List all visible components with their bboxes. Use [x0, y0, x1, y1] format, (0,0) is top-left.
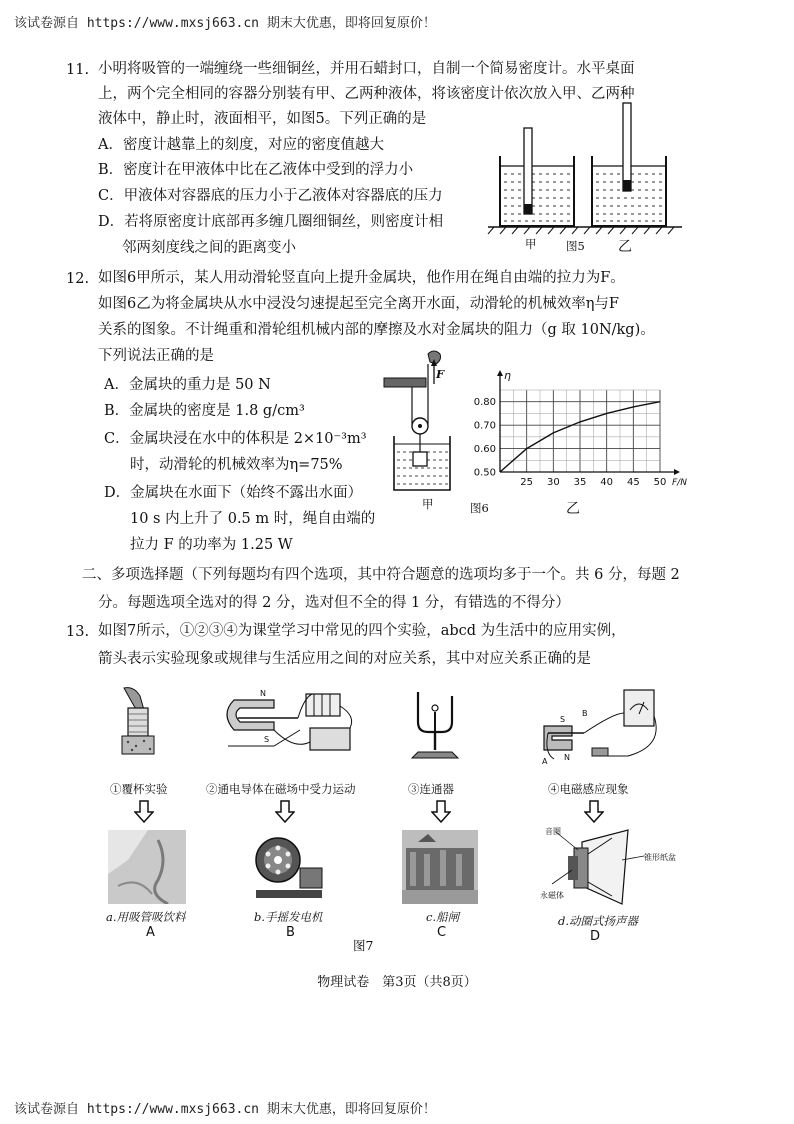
container-yi	[592, 103, 666, 226]
option-letter-a: A	[146, 925, 155, 940]
fig6-force-label: F	[436, 367, 445, 381]
q12-option-d-cont-1: 10 s 内上升了 0.5 m 时，绳自由端的	[130, 511, 376, 527]
y-tick-label: 0.80	[473, 397, 496, 409]
fig6-label-yi: 乙	[566, 501, 580, 517]
switch-icon	[592, 748, 608, 756]
application-b-caption: b.手摇发电机	[254, 910, 323, 924]
q12-line-1: 如图6甲所示，某人用动滑轮竖直向上提升金属块，他作用在绳自由端的拉力为F。	[98, 270, 625, 286]
q12-option-d-cont-2: 拉力 F 的功率为 1.25 W	[130, 537, 293, 553]
wire-end-b: B	[582, 709, 588, 718]
q11-option-b: B．密度计在甲液体中比在乙液体中受到的浮力小	[98, 162, 414, 178]
q12-line-3: 关系的图象。不计绳重和滑轮组机械内部的摩擦及水对金属块的阻力（g 取 10N/kg)。	[98, 322, 655, 338]
galvanometer-icon	[624, 690, 654, 726]
application-c-caption: c.船闸	[426, 910, 460, 924]
section2-line-1: 二、多项选择题（下列每题均有四个选项，其中符合题意的选项均多于一个。共 6 分，每题 2	[82, 567, 680, 583]
q13-line-2: 箭头表示实验现象或规律与生活应用之间的对应关系，其中对应关系正确的是	[98, 651, 591, 667]
q12-line-4: 下列说法正确的是	[98, 348, 214, 364]
figure-5	[486, 100, 686, 250]
container-jia	[500, 128, 574, 226]
experiment-2-illustration	[214, 686, 364, 762]
fig5-label-yi: 乙	[618, 239, 632, 255]
battery-icon	[306, 694, 340, 716]
application-d-illustration	[548, 826, 660, 910]
fig5-caption: 图5	[566, 239, 585, 253]
x-tick-label: 35	[573, 477, 587, 488]
fig6-label-jia: 甲	[422, 497, 434, 511]
fig6-caption: 图6	[470, 501, 489, 515]
fig7-caption: 图7	[353, 938, 374, 953]
wire-end-a: A	[542, 757, 548, 766]
q12-number: 12.	[66, 271, 90, 287]
speaker-cone-icon	[582, 830, 628, 904]
speaker-label-voice-coil: 音圈	[545, 827, 561, 836]
y-tick-label: 0.60	[473, 444, 496, 456]
y-axis-label: η	[504, 369, 511, 382]
q12-option-d: D．金属块在水面下（始终不露出水面）	[104, 485, 363, 501]
speaker-label-magnet: 永磁体	[540, 891, 564, 900]
x-tick-label: 50	[653, 477, 667, 488]
x-axis-arrow	[674, 469, 680, 475]
q12-option-c: C．金属块浸在水中的体积是 2×10⁻³m³	[104, 431, 367, 447]
magnet-icon	[227, 700, 274, 730]
figure-6-jia	[382, 348, 462, 496]
arrow-down-icon	[431, 800, 451, 824]
arrow-down-icon	[584, 800, 604, 824]
q11-number: 11.	[66, 62, 90, 78]
application-a-caption: a.用吸管吸饮料	[106, 910, 186, 924]
rheostat-icon	[310, 728, 350, 750]
q11-line-1: 小明将吸管的一端缠绕一些细铜丝，并用石蜡封口，自制一个简易密度计。水平桌面	[98, 61, 635, 77]
q11-line-2: 上，两个完全相同的容器分别装有甲、乙两种液体，将该密度计依次放入甲、乙两种	[98, 86, 635, 102]
fig5-label-jia: 甲	[525, 237, 537, 251]
experiment-2-caption: ②通电导体在磁场中受力运动	[206, 782, 356, 796]
x-tick-label: 30	[546, 477, 560, 488]
application-d-caption: d.动圈式扬声器	[558, 914, 639, 928]
option-letter-c: C	[437, 925, 447, 940]
x-tick-label: 25	[520, 477, 534, 488]
arrow-down-icon	[134, 800, 154, 824]
magnet-pole-n: N	[564, 753, 570, 762]
q12-line-2: 如图6乙为将金属块从水中浸没匀速提起至完全离开水面，动滑轮的机械效率η与F	[98, 296, 619, 312]
hand-icon	[124, 688, 144, 711]
q11-line-3: 液体中，静止时，液面相平，如图5。下列正确的是	[98, 111, 427, 127]
q13-line-1: 如图7所示，①②③④为课堂学习中常见的四个实验，abcd 为生活中的应用实例，	[98, 623, 626, 639]
application-b-photo	[250, 830, 326, 904]
option-letter-b: B	[286, 925, 295, 940]
y-tick-label: 0.70	[473, 420, 496, 432]
magnet-pole-s: S	[264, 735, 270, 744]
y-tick-label: 0.50	[473, 467, 496, 479]
experiment-3-caption: ③连通器	[408, 782, 454, 796]
application-a-photo	[108, 830, 186, 904]
x-tick-label: 40	[600, 477, 614, 488]
experiment-3-illustration	[404, 686, 474, 762]
figure-6-chart	[460, 368, 696, 494]
q12-option-b: B．金属块的密度是 1.8 g/cm³	[104, 403, 305, 419]
metal-block	[413, 452, 427, 466]
page-footer: 物理试卷 第3页（共8页）	[317, 975, 477, 990]
speaker-label-cone: 锥形纸盆	[644, 853, 676, 862]
magnet-icon	[544, 726, 572, 750]
watermark-top: 该试卷源自 https://www.mxsj663.cn 期末大优惠，即将回复原价！	[14, 16, 436, 31]
experiment-1-caption: ①覆杯实验	[110, 782, 168, 796]
q13-number: 13.	[66, 624, 90, 640]
experiment-1-illustration	[96, 684, 186, 766]
q12-option-a: A．金属块的重力是 50 N	[104, 377, 271, 393]
q11-option-c: C．甲液体对容器底的压力小于乙液体对容器底的压力	[98, 188, 443, 204]
q12-option-c-cont: 时，动滑轮的机械效率为η=75%	[130, 457, 343, 473]
watermark-bottom: 该试卷源自 https://www.mxsj663.cn 期末大优惠，即将回复原价！	[14, 1102, 436, 1117]
arrow-down-icon	[275, 800, 295, 824]
q11-option-d: D．若将原密度计底部再多缠几圈细铜丝，则密度计相	[98, 214, 444, 230]
application-c-photo	[402, 830, 478, 904]
experiment-4-caption: ④电磁感应现象	[548, 782, 629, 796]
x-axis-label: F/N	[672, 478, 687, 488]
q11-option-d-cont: 邻两刻度线之间的距离变小	[122, 240, 296, 256]
section2-line-2: 分。每题选项全选对的得 2 分，选对但不全的得 1 分，有错选的不得分）	[98, 595, 570, 611]
magnet-pole-n: N	[260, 689, 266, 698]
y-axis-arrow	[497, 370, 503, 376]
q11-option-a: A．密度计越靠上的刻度，对应的密度值越大	[98, 137, 384, 153]
magnet-pole-s: S	[560, 715, 566, 724]
x-tick-label: 45	[626, 477, 640, 488]
option-letter-d: D	[590, 929, 601, 944]
experiment-4-illustration	[538, 686, 668, 766]
